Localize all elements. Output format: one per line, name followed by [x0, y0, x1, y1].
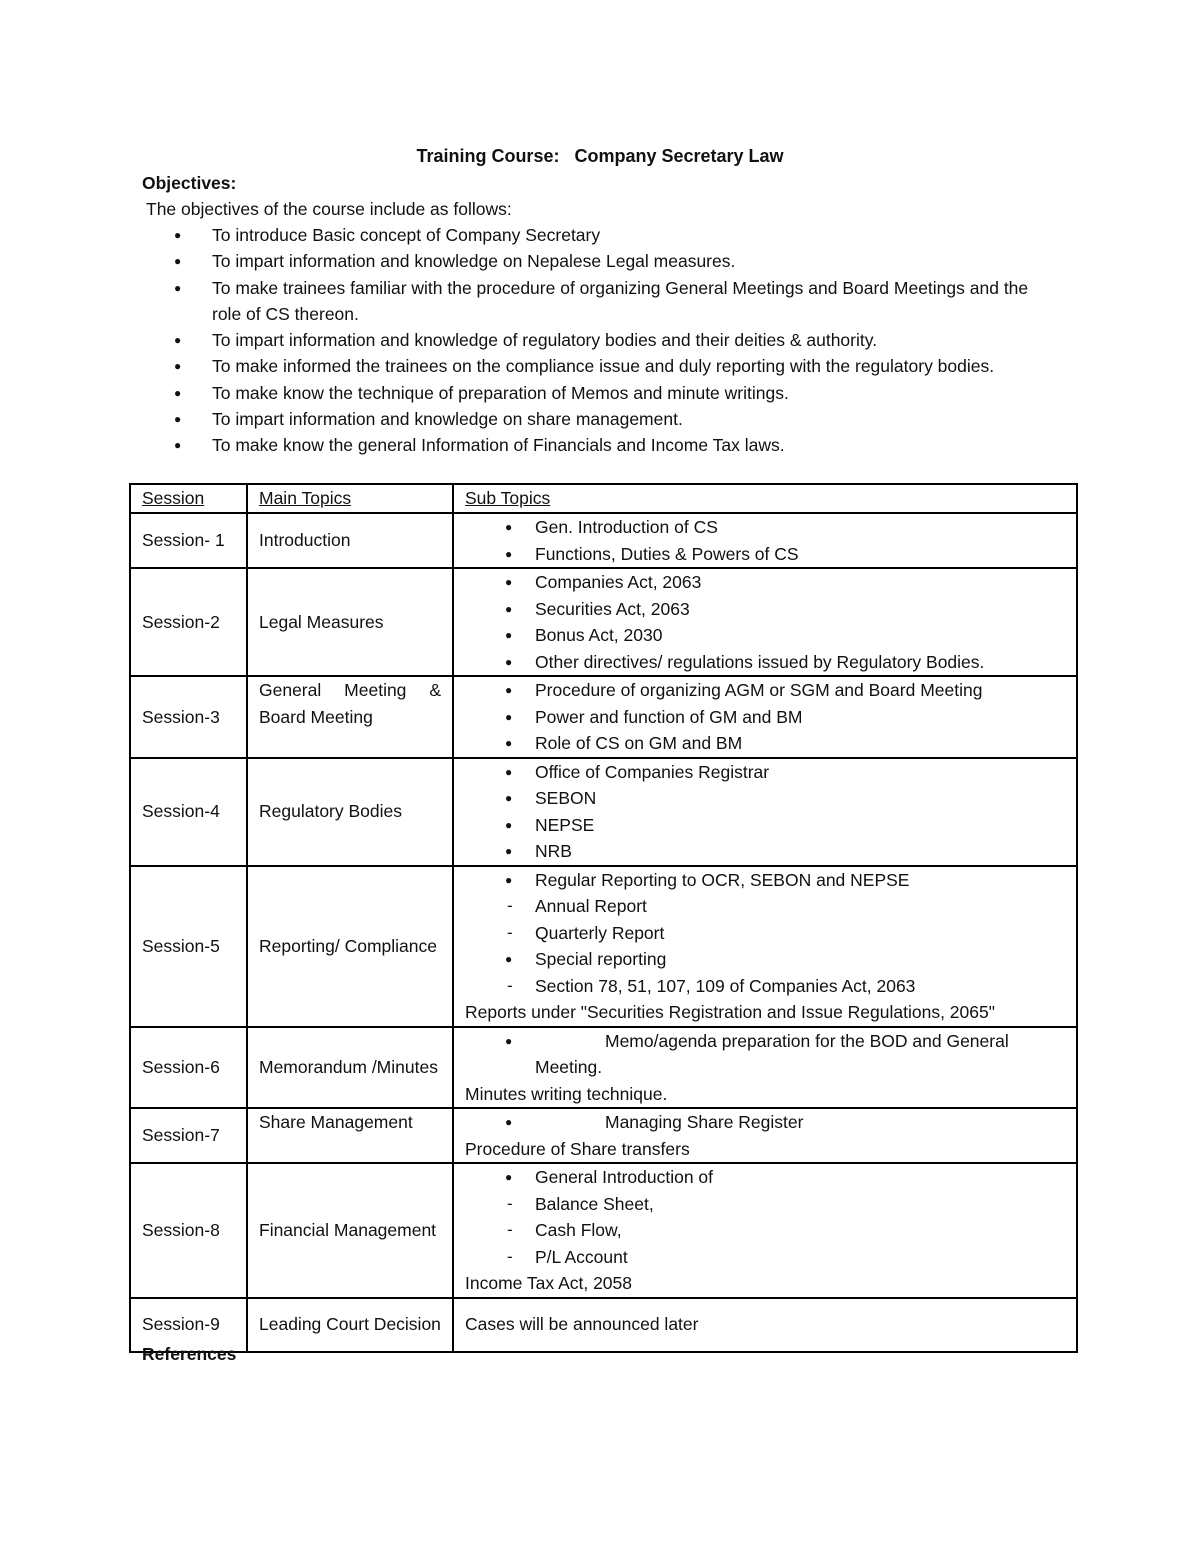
subtopic-item: ● Functions, Duties & Powers of CS — [465, 541, 1065, 568]
session-cell: Session-7 — [130, 1108, 247, 1163]
subtopic-item: ● Companies Act, 2063 — [465, 569, 1065, 596]
sessions-table — [129, 483, 1078, 1353]
session-cell: Session-4 — [130, 758, 247, 866]
topic-cell: Leading Court Decision — [247, 1298, 453, 1352]
objective-item: ● To impart information and knowledge on share management. — [172, 406, 1052, 432]
subtopic-item: - Section 78, 51, 107, 109 of Companies Act, 2063 — [465, 973, 1065, 1000]
subtopics-cell — [453, 758, 1077, 866]
table-header-row — [130, 484, 1077, 513]
subtopic-item: ● Securities Act, 2063 — [465, 596, 1065, 623]
objective-item: ● To make know the general Information of Financials and Income Tax laws. — [172, 432, 1052, 458]
subtopic-item: ● NRB — [465, 838, 1065, 865]
topic-cell: Financial Management — [247, 1163, 453, 1298]
objective-item: ● To make know the technique of preparation of Memos and minute writings. — [172, 380, 1052, 406]
subtopic-note: Reports under "Securities Registration and Issue Regulations, 2065" — [465, 1002, 995, 1022]
subtopics-cell — [453, 1163, 1077, 1298]
subtopic-item: ● Special reporting — [465, 946, 1065, 973]
objectives-intro: The objectives of the course include as follows: — [146, 199, 512, 219]
session-cell: Session-3 — [130, 676, 247, 758]
subtopics-cell — [453, 676, 1077, 758]
header-session: Session — [130, 484, 247, 513]
subtopic-note: Procedure of Share transfers — [465, 1138, 690, 1159]
subtopic-item: - P/L Account — [465, 1244, 1065, 1271]
table-row — [130, 1298, 1077, 1352]
subtopic-item: - Balance Sheet, — [465, 1191, 1065, 1218]
table-row — [130, 758, 1077, 866]
subtopic-item: ● Managing Share Register — [465, 1109, 1065, 1136]
subtopic-item: ● Memo/agenda preparation for the BOD and General Meeting. — [465, 1028, 1065, 1081]
subtopics-cell: Cases will be announced later — [453, 1298, 1077, 1352]
subtopic-item: ● NEPSE — [465, 812, 1065, 839]
subtopic-item: - Quarterly Report — [465, 920, 1065, 947]
topic-cell: Reporting/ Compliance — [247, 866, 453, 1027]
table-row — [130, 676, 1077, 758]
objectives-heading: Objectives: — [142, 173, 237, 193]
session-cell: Session-8 — [130, 1163, 247, 1298]
subtopic-item: ● Regular Reporting to OCR, SEBON and NEPSE — [465, 867, 1065, 894]
subtopic-item: ● SEBON — [465, 785, 1065, 812]
subtopic-note: Minutes writing technique. — [465, 1083, 668, 1104]
references-heading: References — [142, 1344, 237, 1364]
subtopic-item: ● Power and function of GM and BM — [465, 704, 1065, 731]
session-cell: Session-2 — [130, 568, 247, 676]
session-cell: Session- 1 — [130, 513, 247, 568]
table-row — [130, 1163, 1077, 1298]
session-cell: Session-9 — [130, 1298, 247, 1352]
topic-cell: Regulatory Bodies — [247, 758, 453, 866]
table-row — [130, 866, 1077, 1027]
header-main-topics: Main Topics — [247, 484, 453, 513]
subtopic-item: ● Procedure of organizing AGM or SGM and Board Meeting — [465, 677, 1065, 704]
table-row — [130, 1108, 1077, 1163]
table-row — [130, 1027, 1077, 1109]
objective-item: ● To impart information and knowledge on Nepalese Legal measures. — [172, 248, 1052, 274]
topic-cell: General Meeting & Board Meeting — [247, 676, 453, 758]
subtopics-cell — [453, 568, 1077, 676]
objective-item: ● To impart information and knowledge of regulatory bodies and their deities & authority. — [172, 327, 1052, 353]
document-title: Training Course: Company Secretary Law — [416, 146, 784, 166]
objectives-list — [172, 222, 1052, 459]
subtopic-item: - Cash Flow, — [465, 1217, 1065, 1244]
subtopic-item: ● Office of Companies Registrar — [465, 759, 1065, 786]
table-row — [130, 513, 1077, 568]
subtopics-cell — [453, 1027, 1077, 1109]
subtopics-cell — [453, 513, 1077, 568]
objective-item: ● To make informed the trainees on the compliance issue and duly reporting with the regulatory bodies. — [172, 353, 1052, 379]
subtopic-note: Income Tax Act, 2058 — [465, 1273, 633, 1293]
subtopic-item: ● Other directives/ regulations issued by Regulatory Bodies. — [465, 649, 1065, 676]
subtopic-item: ● Role of CS on GM and BM — [465, 730, 1065, 757]
header-sub-topics: Sub Topics — [453, 484, 1077, 513]
subtopic-item: ● General Introduction of — [465, 1164, 1065, 1191]
table-row — [130, 568, 1077, 676]
session-cell: Session-5 — [130, 866, 247, 1027]
subtopic-item: ● Gen. Introduction of CS — [465, 514, 1065, 541]
subtopics-cell — [453, 866, 1077, 1027]
objective-item: ● To introduce Basic concept of Company Secretary — [172, 222, 1052, 248]
subtopic-item: ● Bonus Act, 2030 — [465, 622, 1065, 649]
topic-cell: Legal Measures — [247, 568, 453, 676]
objective-item: ● To make trainees familiar with the procedure of organizing General Meetings and Board Meetings and the role of CS thereon. — [172, 275, 1052, 328]
session-cell: Session-6 — [130, 1027, 247, 1109]
topic-cell: Share Management — [247, 1108, 453, 1163]
subtopic-item: - Annual Report — [465, 893, 1065, 920]
subtopics-cell — [453, 1108, 1077, 1163]
topic-cell: Introduction — [247, 513, 453, 568]
topic-cell: Memorandum /Minutes — [247, 1027, 453, 1109]
